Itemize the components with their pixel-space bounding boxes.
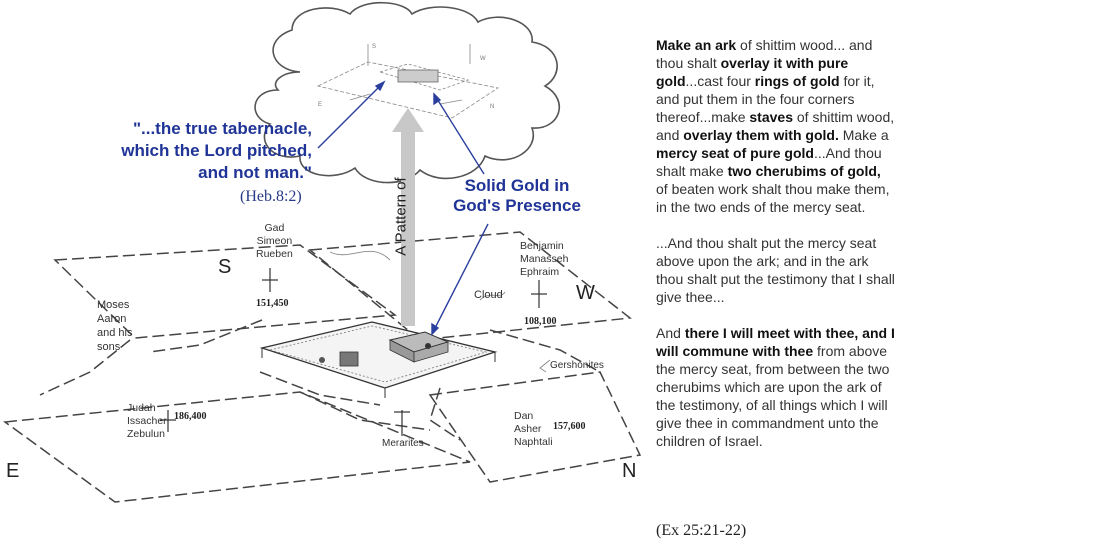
tribe-name: Judah (127, 402, 156, 414)
text-run: of beaten work shalt thou make them, in the two ends of the mercy seat. (656, 181, 890, 215)
moses-camp (97, 298, 132, 354)
svg-text:W: W (480, 56, 486, 62)
camp-label: Moses (97, 299, 130, 311)
tribes-west (520, 240, 568, 279)
bold-run: staves (749, 109, 793, 125)
text-run: of shittim wood, and (656, 109, 895, 143)
svg-text:N: N (490, 104, 495, 110)
bold-run: rings of gold (754, 73, 840, 89)
text-run: from above the mercy seat, from between the two cherubims which are upon the ark of the testimony, of all things which I will give thee in commandment unto the children of Israel. (656, 343, 890, 449)
bold-run: overlay it with pure gold (656, 55, 849, 89)
text-run: ...And thou shalt make (656, 145, 882, 179)
tribes-south (256, 222, 293, 261)
direction-east: E (6, 460, 20, 482)
text-run: ...And thou shalt put the mercy seat above upon the ark; and in the ark thou shalt put the testimony that I shall give thee... (656, 235, 895, 305)
arrow-label: A Pattern of (392, 177, 410, 256)
callout-line-1: Solid Gold in (464, 176, 570, 195)
tribe-name: Ephraim (520, 266, 560, 278)
text-run: for it, and put them in the four corners thereof...make (656, 73, 875, 125)
merarites-label: Merarites (382, 438, 424, 449)
count-north: 157,600 (553, 421, 586, 432)
gold-callout (432, 176, 602, 216)
bold-run: there I will meet with thee, and I will commune with thee (656, 325, 895, 359)
tribe-name: Rueben (256, 248, 293, 260)
text-run: Make a (838, 127, 889, 143)
count-south: 151,450 (256, 298, 289, 309)
quote-line-1: "...the true tabernacle, (132, 119, 312, 138)
text-run: of shittim wood... and thou shalt (656, 37, 873, 71)
camp-label: and his (97, 327, 133, 339)
camp-label: sons (97, 341, 121, 353)
svg-text:E: E (318, 102, 323, 108)
tribe-name: Issacher (127, 415, 167, 427)
text-run: ...cast four (685, 73, 755, 89)
scripture-text (656, 36, 896, 450)
text-run: And (656, 325, 685, 341)
bold-run: overlay them with gold. (683, 127, 839, 143)
direction-west: W (576, 282, 595, 304)
callout-line-2: God's Presence (453, 196, 581, 215)
tribe-name: Dan (514, 410, 534, 422)
tribe-name: Asher (514, 423, 542, 435)
quote-line-2: which the Lord pitched, (121, 141, 312, 160)
tribe-name: Naphtali (514, 436, 553, 448)
scripture-paragraph-1 (656, 36, 896, 216)
bold-run: two cherubims of gold, (727, 163, 881, 179)
cloud-label: Cloud (474, 289, 503, 301)
tribes-north (514, 410, 553, 449)
heb-reference: (Heb.8:2) (240, 188, 302, 205)
svg-text:S: S (372, 44, 377, 50)
tribe-name: Zebulun (127, 428, 165, 440)
bold-run: mercy seat of pure gold (656, 145, 814, 161)
scripture-paragraph-3 (656, 324, 896, 450)
camp-label: Aaron (97, 313, 127, 325)
direction-north: N (622, 460, 637, 482)
tribe-name: Benjamin (520, 240, 564, 252)
direction-south: S (218, 256, 232, 278)
tribe-name: Gad (264, 222, 285, 234)
tribes-east (127, 402, 167, 441)
scripture-paragraph-2 (656, 234, 896, 306)
quote-line-3: and not man." (198, 163, 312, 182)
gershonites-label: Gershonites (550, 360, 604, 371)
bold-run: Make an ark (656, 37, 737, 53)
heb-quote (92, 118, 312, 184)
scripture-reference: (Ex 25:21-22) (656, 522, 747, 539)
count-east: 186,400 (174, 411, 207, 422)
tribe-name: Manasseh (520, 253, 569, 265)
tribe-name: Simeon (256, 235, 293, 247)
count-west: 108,100 (524, 316, 557, 327)
